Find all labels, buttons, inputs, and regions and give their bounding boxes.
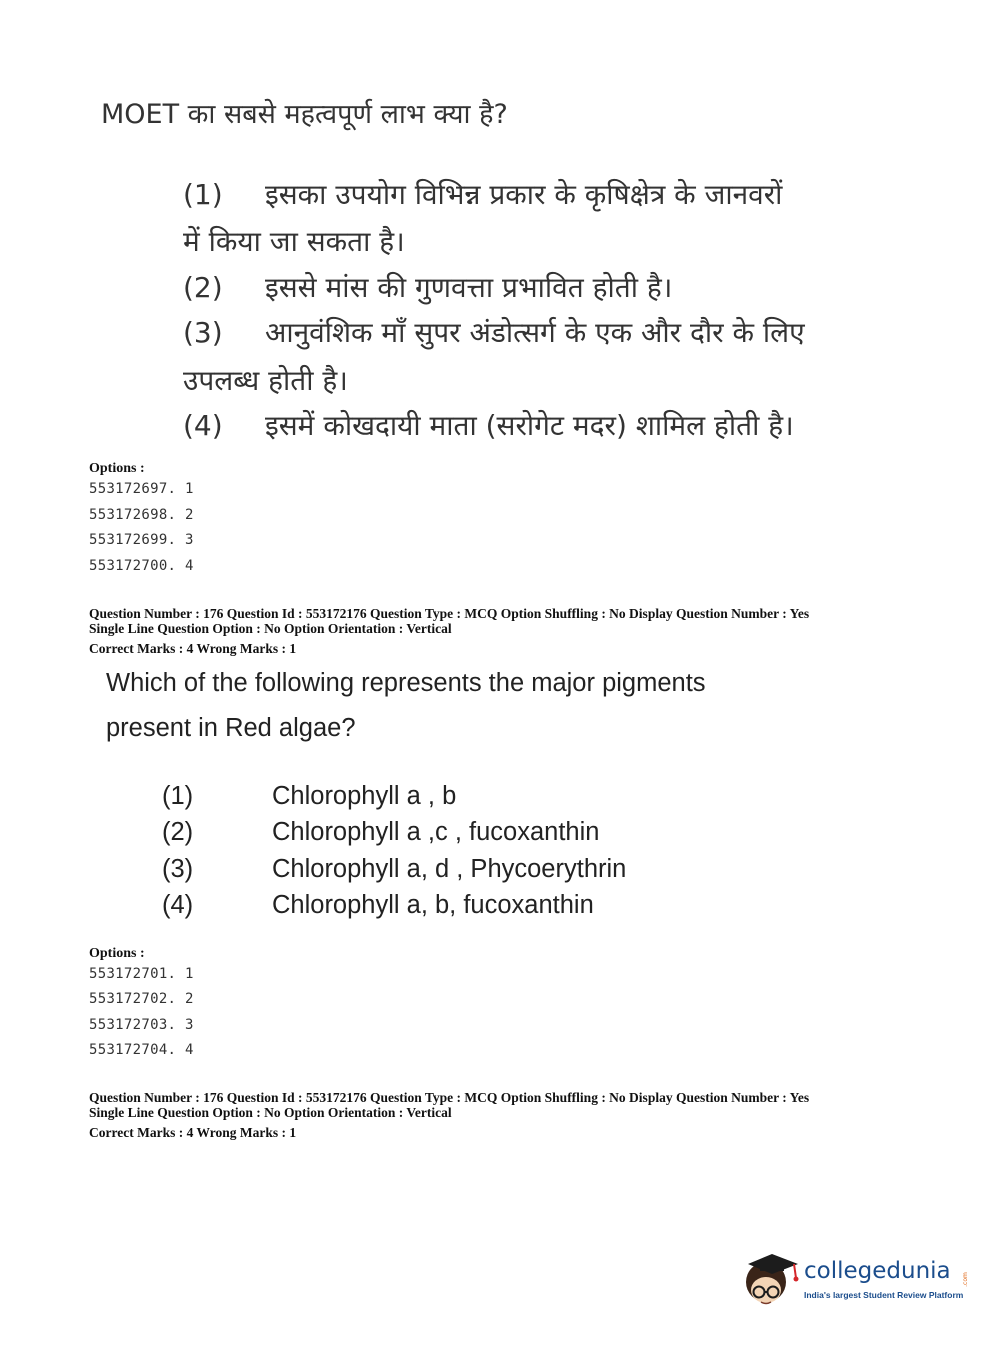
q2-option-1 — [162, 782, 456, 811]
meta-2-line-2: Single Line Question Option : No Option Orientation : Vertical — [89, 1105, 452, 1120]
q2-option-id-2: 553172702. 2 — [89, 991, 194, 1007]
q1-option-3 — [183, 313, 805, 351]
q1-option-4 — [183, 406, 794, 444]
q2-option-3-number: (3) — [162, 855, 194, 883]
q2-option-4-text: Chlorophyll a, b, fucoxanthin — [272, 891, 594, 919]
q2-options-label: Options : — [89, 946, 145, 961]
q1-option-id-3: 553172699. 3 — [89, 532, 194, 548]
meta-1-line-1: Question Number : 176 Question Id : 553172176 Question Type : MCQ Option Shuffling : No Display Question Number : Yes — [89, 606, 810, 621]
q1-option-id-1: 553172697. 1 — [89, 481, 194, 497]
q2-option-2-text: Chlorophyll a ,c , fucoxanthin — [272, 818, 600, 846]
q1-option-4-number: (4) — [183, 409, 223, 442]
q2-option-1-text: Chlorophyll a , b — [272, 782, 457, 810]
q1-option-4-text: इसमें कोखदायी माता (सरोगेट मदर) शामिल होती है। — [265, 409, 794, 442]
q1-option-id-4: 553172700. 4 — [89, 558, 194, 574]
q2-option-1-number: (1) — [162, 782, 194, 810]
mascot-icon — [742, 1250, 802, 1310]
meta-1-line-3: Correct Marks : 4 Wrong Marks : 1 — [89, 641, 297, 656]
q1-option-3-text: आनुवंशिक माँ सुपर अंडोत्सर्ग के एक और दौर के लिए — [265, 316, 805, 349]
q2-option-id-4: 553172704. 4 — [89, 1042, 194, 1058]
q1-option-3-number: (3) — [183, 316, 223, 349]
q2-option-id-1: 553172701. 1 — [89, 966, 194, 982]
q1-option-1-continuation: में किया जा सकता है। — [183, 225, 405, 258]
question-2-line-2: present in Red algae? — [106, 714, 356, 742]
question-1-title: MOET का सबसे महत्वपूर्ण लाभ क्या है? — [101, 99, 508, 130]
meta-2-line-1: Question Number : 176 Question Id : 553172176 Question Type : MCQ Option Shuffling : No Display Question Number : Yes — [89, 1090, 810, 1105]
question-2-line-1: Which of the following represents the major pigments — [106, 669, 706, 697]
q1-option-1-number: (1) — [183, 178, 223, 211]
q1-option-1 — [183, 175, 782, 213]
q2-option-2-number: (2) — [162, 818, 194, 846]
q2-option-3-text: Chlorophyll a, d , Phycoerythrin — [272, 855, 627, 883]
logo-name: collegedunia — [804, 1258, 951, 1284]
q1-option-1-text: इसका उपयोग विभिन्न प्रकार के कृषिक्षेत्र के जानवरों — [265, 178, 783, 211]
q1-option-2-number: (2) — [183, 271, 223, 304]
logo-tagline: India's largest Student Review Platform — [804, 1290, 964, 1300]
q1-option-id-2: 553172698. 2 — [89, 507, 194, 523]
q1-options-label: Options : — [89, 461, 145, 476]
q1-option-2 — [183, 268, 672, 306]
q2-option-4-number: (4) — [162, 891, 194, 919]
q1-option-3-continuation: उपलब्ध होती है। — [183, 364, 348, 397]
meta-2-line-3: Correct Marks : 4 Wrong Marks : 1 — [89, 1125, 297, 1140]
q1-option-2-text: इससे मांस की गुणवत्ता प्रभावित होती है। — [265, 271, 673, 304]
q2-option-3 — [162, 855, 626, 884]
meta-1-line-2: Single Line Question Option : No Option Orientation : Vertical — [89, 621, 452, 636]
collegedunia-logo[interactable] — [742, 1250, 972, 1310]
q2-option-2 — [162, 818, 599, 847]
q2-option-4 — [162, 891, 594, 920]
logo-suffix: .com — [961, 1272, 969, 1287]
q2-option-id-3: 553172703. 3 — [89, 1017, 194, 1033]
